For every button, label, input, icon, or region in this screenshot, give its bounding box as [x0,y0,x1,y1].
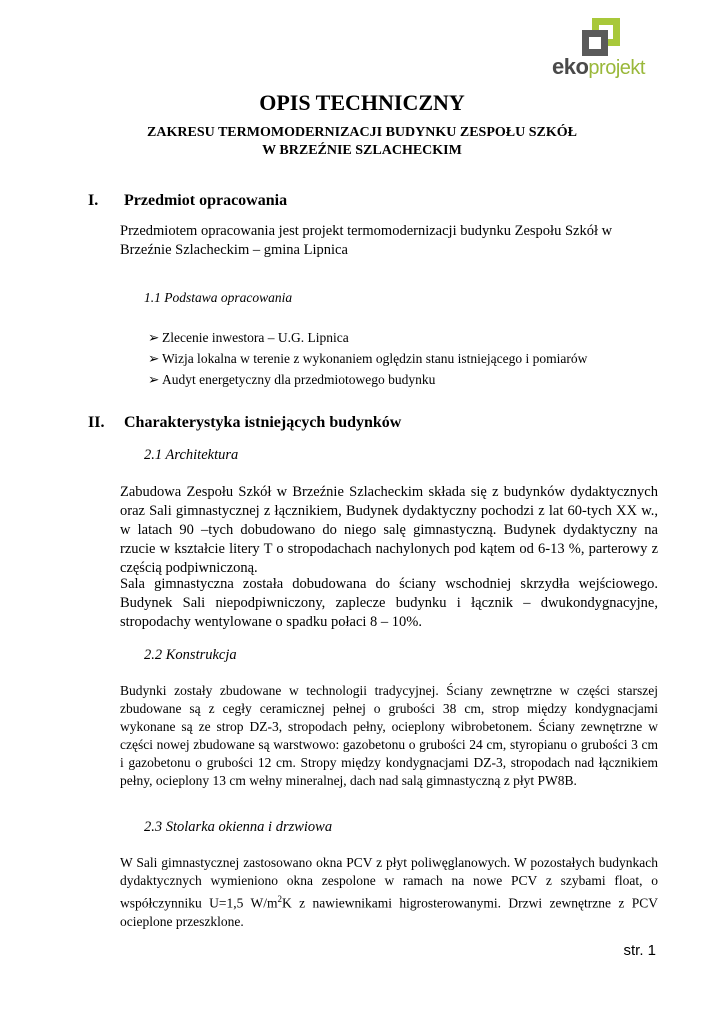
superscript-exponent: 2 [277,894,282,904]
logo-wordmark [552,54,645,80]
list-item-text: Zlecenie inwestora – U.G. Lipnica [162,330,349,345]
company-logo [552,18,652,80]
arrow-bullet-icon: ➢ [148,351,160,366]
document-subtitle-line2: W BRZEŹNIE SZLACHECKIM [262,143,462,158]
list-item [148,372,587,393]
subsection-2-3-paragraph [120,854,658,931]
section-1-title: Przedmiot opracowania [124,192,288,209]
logo-square-gray-hole [589,37,601,49]
subsection-2-1-paragraph: Zabudowa Zespołu Szkół w Brzeźnie Szlacheckim składa się z budynków dydaktycznych oraz Sali gimnastycznej z łącznikiem, Budynek dydaktyczny pochodzi z lat 60-tych XX w., w latach 90 –tych dobudowano do niego salę gimnastyczną. Budynek dydaktyczny na rzucie w kształcie litery T o stropodachach nachylonych pod kątem od 6-13 %, parterowy z częścią podpiwniczoną. [120,484,658,576]
subsection-2-3-title: 2.3 Stolarka okienna i drzwiowa [144,819,333,835]
arrow-bullet-icon: ➢ [148,330,160,345]
logo-eko: eko [552,54,589,79]
list-item-text: Wizja lokalna w terenie z wykonaniem oględzin stanu istniejącego i pomiarów [162,351,588,366]
bullet-list [148,330,587,393]
subsection-2-1-paragraph-2: Sala gimnastyczna została dobudowana do ściany wschodniej skrzydła wejściowego. Budynek Sali niepodpiwniczony, zaplecze budynku i łącznik – dwukondygnacyjne, stropodachy wentylowane o spadku połaci 8 – 10%. [120,576,658,630]
page-number: str. 1 [623,942,656,959]
paragraph-text-part1: W Sali gimnastycznej zastosowano okna PCV z płyt poliwęglanowych. W pozostałych budynkach dydaktycznych wymieniono okna zespolone w ramach na nowe PCV z szybami float, o współczynniku U=1,5 W/m [120,855,658,911]
list-item-text: Audyt energetyczny dla przedmiotowego budynku [162,372,436,387]
section-2-number: II. [88,414,105,431]
arrow-bullet-icon: ➢ [148,372,160,387]
subsection-2-1-title: 2.1 Architektura [144,447,239,463]
paragraph-text-part2: K z nawiewnikami higrosterowanymi. Drzwi zewnętrzne z PCV ocieplone przeszklone. [120,895,658,929]
logo-projekt: projekt [588,57,645,79]
document-subtitle-line1: ZAKRESU TERMOMODERNIZACJI BUDYNKU ZESPOŁU SZKÓŁ [147,125,577,140]
section-1-number: I. [88,192,99,209]
subsection-2-2-title: 2.2 Konstrukcja [144,647,237,663]
document-title: OPIS TECHNICZNY [259,90,465,115]
subsection-1-1-title: 1.1 Podstawa opracowania [144,290,293,305]
list-item [148,330,587,351]
section-2-title: Charakterystyka istniejących budynków [124,414,402,431]
subsection-2-2-paragraph: Budynki zostały zbudowane w technologii tradycyjnej. Ściany zewnętrzne w części starszej zbudowane są z cegły ceramicznej pełnej o grubości 38 cm, strop między kondygnacjami wykonane są ze strop DZ-3, stropodach pełny, ocieplony wibrobetonem. Ściany zewnętrzne w części nowej zbudowane są warstwowo: gazobetonu o grubości 24 cm, styropianu o grubości 3 cm i gazobetonu o grubości 12 cm. Stropy między kondygnacjami DZ-3, stropodach nad łącznikiem pełny, ocieplony 13 cm wełny mineralnej, dach nad salą gimnastyczną z płyt PW8B. [120,683,658,788]
section-1-paragraph: Przedmiotem opracowania jest projekt termomodernizacji budynku Zespołu Szkół w Brzeźnie Szlacheckim – gmina Lipnica [120,223,613,258]
list-item [148,351,587,372]
